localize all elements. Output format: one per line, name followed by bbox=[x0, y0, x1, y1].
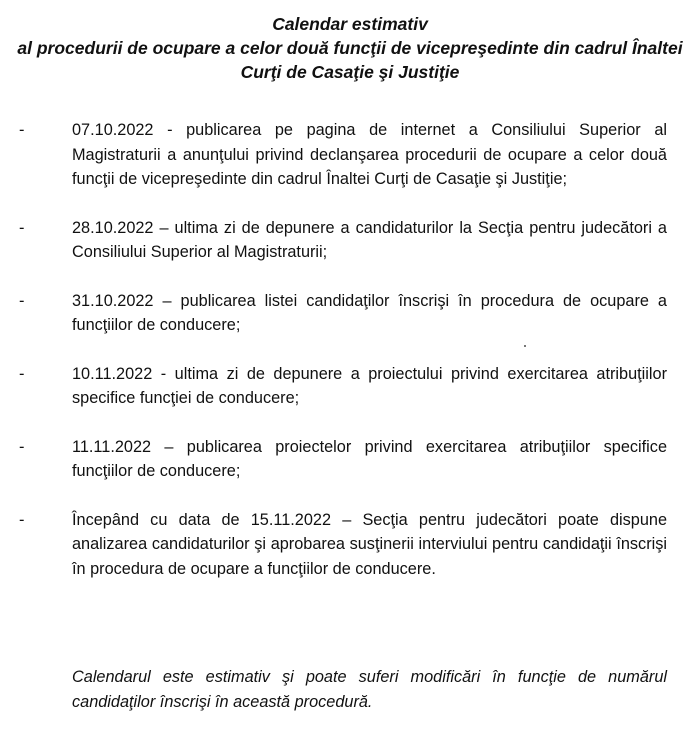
list-item-text: 07.10.2022 - publicarea pe pagina de internet a Consiliului Superior al Magistraturii a anunţului privind declanşarea procedurii de ocupare a celor două funcţii de vicepreşedinte din cadrul Înaltei Curţi de Casaţie şi Justiţie; bbox=[72, 121, 667, 188]
list-bullet-dash: - bbox=[19, 121, 25, 139]
list-item bbox=[0, 216, 700, 265]
list-item-text: 28.10.2022 – ultima zi de depunere a candidaturilor la Secţia pentru judecători a Consiliului Superior al Magistraturii; bbox=[72, 218, 667, 261]
list-bullet-dash: - bbox=[19, 510, 25, 529]
title-line-3: Curţi de Casaţie şi Justiţie bbox=[240, 62, 460, 82]
title-line-2: al procedurii de ocupare a celor două funcţii de vicepreşedinte din cadrul Înaltei bbox=[17, 38, 683, 58]
list-item bbox=[0, 289, 700, 338]
list-bullet-dash: - bbox=[19, 291, 25, 310]
list-item-text: 10.11.2022 - ultima zi de depunere a proiectului privind exercitarea atribuţiilor specifice funcţiei de conducere; bbox=[72, 364, 667, 407]
list-bullet-dash: - bbox=[19, 364, 25, 383]
list-item-text: 31.10.2022 – publicarea listei candidaţilor înscrişi în procedura de ocupare a funcţiilor de conducere; bbox=[72, 291, 667, 334]
footer-note: Calendarul este estimativ şi poate suferi modificări în funcţie de numărul candidaţilor înscrişi în această procedură. bbox=[72, 668, 667, 711]
list-item bbox=[0, 362, 700, 411]
list-item bbox=[0, 508, 700, 582]
list-item bbox=[0, 435, 700, 484]
list-item-text: 11.11.2022 – publicarea proiectelor privind exercitarea atribuţiilor specifice funcţiilor de conducere; bbox=[72, 437, 667, 480]
list-bullet-dash: - bbox=[19, 218, 25, 237]
list-item-text: Începând cu data de 15.11.2022 – Secţia pentru judecători poate dispune analizarea candidaturilor şi aprobarea susţinerii interviului pentru candidaţii înscrişi în procedura de ocupare a funcţiilor de conducere. bbox=[72, 510, 667, 578]
title-line-1: Calendar estimativ bbox=[272, 14, 428, 34]
calendar-list bbox=[0, 118, 700, 605]
list-bullet-dash: - bbox=[19, 437, 25, 456]
scan-speck bbox=[524, 345, 526, 347]
list-item bbox=[0, 118, 700, 192]
document-title bbox=[0, 12, 700, 84]
